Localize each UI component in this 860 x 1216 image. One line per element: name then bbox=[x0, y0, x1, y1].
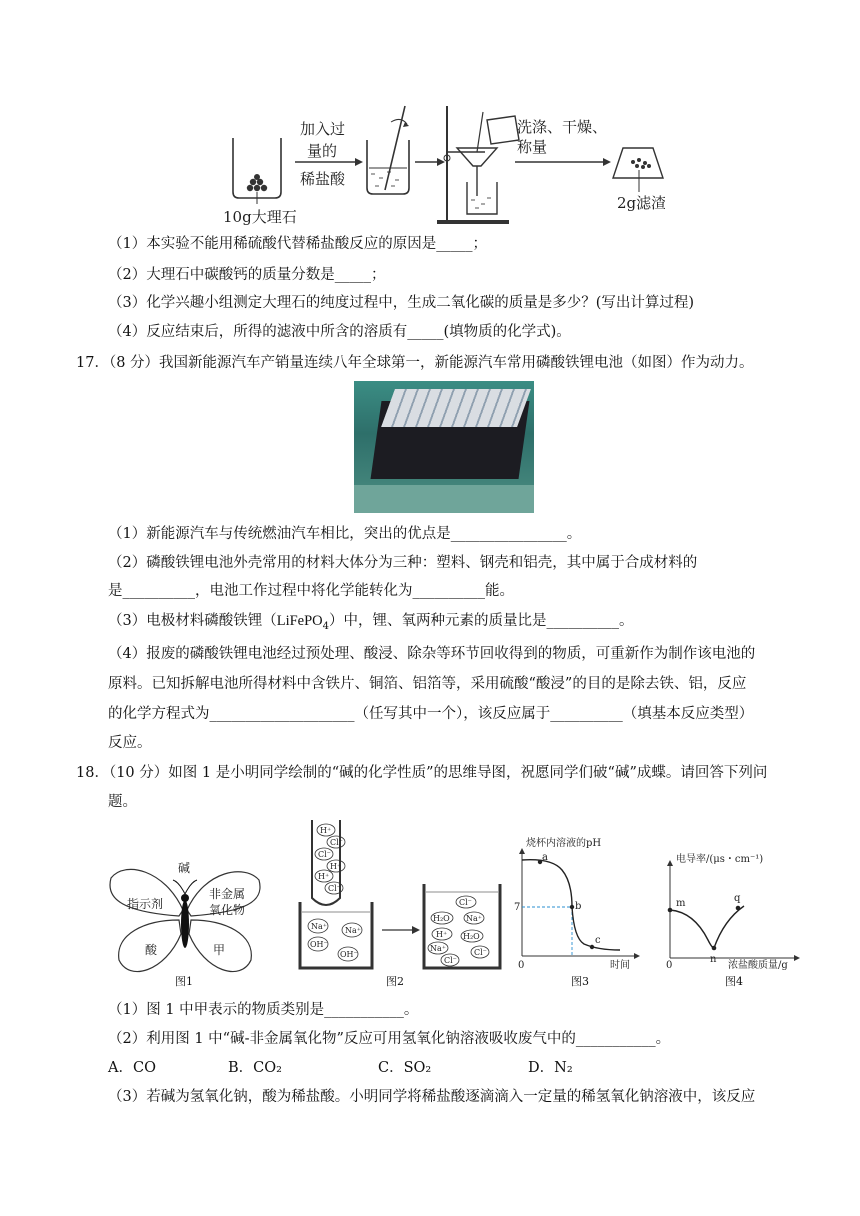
fig4-point-q: q bbox=[734, 893, 741, 904]
fig4-conductivity-chart bbox=[658, 848, 808, 972]
fig3-ylabel: 烧杯内溶液的pH bbox=[526, 838, 602, 849]
fig4-point-m: m bbox=[676, 898, 686, 909]
fig3-point-c: c bbox=[595, 935, 601, 946]
filtration-stand bbox=[437, 106, 519, 224]
q18-part3: （3）若碱为氢氧化钠，酸为稀盐酸。小明同学将稀盐酸逐滴滴入一定量的稀氢氧化钠溶液中，该反应 bbox=[108, 1089, 756, 1105]
q17-part1: （1）新能源汽车与传统燃油汽车相比，突出的优点是________________。 bbox=[108, 526, 582, 542]
q18-part2: （2）利用图 1 中“碱-非金属氧化物”反应可用氢氧化钠溶液吸收废气中的___________。 bbox=[108, 1031, 671, 1047]
fig2-caption: 图2 bbox=[386, 975, 404, 988]
fig4-curve bbox=[670, 906, 744, 948]
q16-part3: （3）化学兴趣小组测定大理石的纯度过程中，生成二氧化碳的质量是多少？(写出计算过程) bbox=[108, 295, 695, 311]
residue-paper bbox=[613, 148, 663, 192]
fig3-origin: 0 bbox=[518, 960, 525, 971]
q17-part4b: 原料。已知拆解电池所得材料中含铁片、铜箔、铝箔等，采用硫酸“酸浸”的目的是除去铁、铝，反应 bbox=[108, 676, 747, 692]
dropper-ion-2: Cl⁻ bbox=[330, 838, 343, 847]
q18-part1: （1）图 1 中甲表示的物质类别是___________。 bbox=[108, 1002, 419, 1018]
beaker2-ion-2: H₂O bbox=[433, 914, 450, 923]
beaker1-ion-4: OH⁻ bbox=[340, 950, 358, 959]
fig4-point-n: n bbox=[710, 954, 717, 965]
stir-beaker bbox=[367, 106, 409, 194]
q18-option-b: B．CO₂ bbox=[228, 1060, 282, 1076]
fig1-bottom-left-label: 酸 bbox=[145, 943, 158, 957]
q16-part2: （2）大理石中碳酸钙的质量分数是_____； bbox=[108, 267, 386, 283]
dropper-ion-1: H⁺ bbox=[320, 826, 332, 835]
beaker2-ion-5: H₂O bbox=[463, 932, 480, 941]
fig4-xlabel: 浓盐酸质量/g bbox=[728, 960, 788, 971]
process-figure bbox=[215, 100, 665, 230]
dropper-ion-3: Cl⁻ bbox=[318, 850, 331, 859]
beaker2-ion-7: Cl⁻ bbox=[474, 948, 487, 957]
q17-stem: 17．（8 分）我国新能源汽车产销量连续八年全球第一，新能源汽车常用磷酸铁锂电池（如图）作为动力。 bbox=[76, 355, 754, 371]
fig1-left-label: 指示剂 bbox=[127, 897, 164, 911]
q17-formula: LiFePO bbox=[276, 613, 323, 629]
beaker2-ion-4: H⁺ bbox=[436, 930, 448, 939]
fig1-right-label-2: 氧化物 bbox=[209, 903, 246, 917]
q17-part4c: 的化学方程式为____________________（任写其中一个），该反应属于__________（填基本反应类型） bbox=[108, 706, 754, 722]
fig1-bottom-right-label: 甲 bbox=[213, 943, 226, 957]
beaker2-ion-6: Na⁺ bbox=[430, 944, 446, 953]
q16-part1: （1）本实验不能用稀硫酸代替稀盐酸反应的原因是_____； bbox=[108, 236, 487, 252]
q18-option-a: A．CO bbox=[108, 1060, 156, 1076]
fig4-origin: 0 bbox=[666, 960, 673, 971]
arrow1-text-2: 量的 bbox=[307, 142, 338, 160]
q17-part3 bbox=[108, 611, 634, 637]
dropper-ion-5: H⁺ bbox=[318, 872, 330, 881]
q17-part3-post: ）中，锂、氧两种元素的质量比是__________。 bbox=[329, 613, 634, 629]
beaker1-ion-3: OH⁻ bbox=[310, 940, 328, 949]
fig3-caption: 图3 bbox=[571, 975, 589, 988]
arrow2-text-1: 洗涤、干燥、 bbox=[517, 118, 608, 136]
residue-label: 2g滤渣 bbox=[617, 194, 665, 212]
beaker2-ion-1: Cl⁻ bbox=[459, 898, 472, 907]
fig1-caption: 图1 bbox=[175, 975, 193, 988]
beaker1-ion-1: Na⁺ bbox=[311, 922, 327, 931]
q18-stem-1: 18．（10 分）如图 1 是小明同学绘制的“碱的化学性质”的思维导图，祝愿同学们破“碱”成蝶。请回答下列问 bbox=[76, 765, 768, 781]
fig4-caption: 图4 bbox=[725, 975, 743, 988]
q17-part4d: 反应。 bbox=[108, 735, 152, 751]
fig3-curve bbox=[522, 860, 620, 950]
dropper-ion-6: Cl⁻ bbox=[328, 884, 341, 893]
fig3-xlabel: 时间 bbox=[610, 960, 630, 971]
arrow1-text-1: 加入过 bbox=[300, 120, 346, 138]
q17-part2a: （2）磷酸铁锂电池外壳常用的材料大体分为三种：塑料、钢壳和铝壳，其中属于合成材料的 bbox=[108, 555, 698, 571]
beaker2-ion-3: Na⁺ bbox=[466, 914, 482, 923]
fig3-point-b: b bbox=[575, 901, 582, 912]
fig1-butterfly bbox=[105, 850, 265, 990]
marble-label: 10g大理石 bbox=[223, 208, 297, 226]
q17-part3-pre: （3）电极材料磷酸铁锂（ bbox=[108, 613, 277, 629]
q17-part2b: 是__________，电池工作过程中将化学能转化为__________能。 bbox=[108, 583, 514, 599]
fig3-ph-chart bbox=[512, 830, 644, 972]
arrow2-text-2: 称量 bbox=[517, 138, 548, 156]
q17-part4a: （4）报废的磷酸铁锂电池经过预处理、酸浸、除杂等环节回收得到的物质，可重新作为制作该电池的 bbox=[108, 646, 756, 662]
beaker1-ion-2: Na⁺ bbox=[345, 926, 361, 935]
dropper-ion-4: H⁺ bbox=[330, 862, 342, 871]
beaker2-ion-8: Cl⁻ bbox=[444, 956, 457, 965]
q18-option-d: D．N₂ bbox=[528, 1060, 573, 1076]
q18-stem-2: 题。 bbox=[108, 794, 137, 810]
battery-photo bbox=[354, 381, 534, 513]
arrow1-text-3: 稀盐酸 bbox=[300, 170, 346, 188]
fig1-top-label: 碱 bbox=[178, 861, 191, 875]
fig3-point-a: a bbox=[542, 852, 548, 863]
q18-option-c: C．SO₂ bbox=[378, 1060, 432, 1076]
q17-formula-sub: 4 bbox=[322, 620, 330, 632]
fig2-neutralization bbox=[296, 820, 510, 975]
fig1-right-label-1: 非金属 bbox=[209, 887, 246, 901]
fig3-ytick-7: 7 bbox=[514, 902, 521, 913]
marble-beaker bbox=[233, 138, 281, 204]
q16-part4: （4）反应结束后，所得的滤液中所含的溶质有_____(填物质的化学式)。 bbox=[108, 324, 571, 340]
fig4-ylabel: 电导率/(μs・cm⁻¹) bbox=[676, 854, 764, 865]
